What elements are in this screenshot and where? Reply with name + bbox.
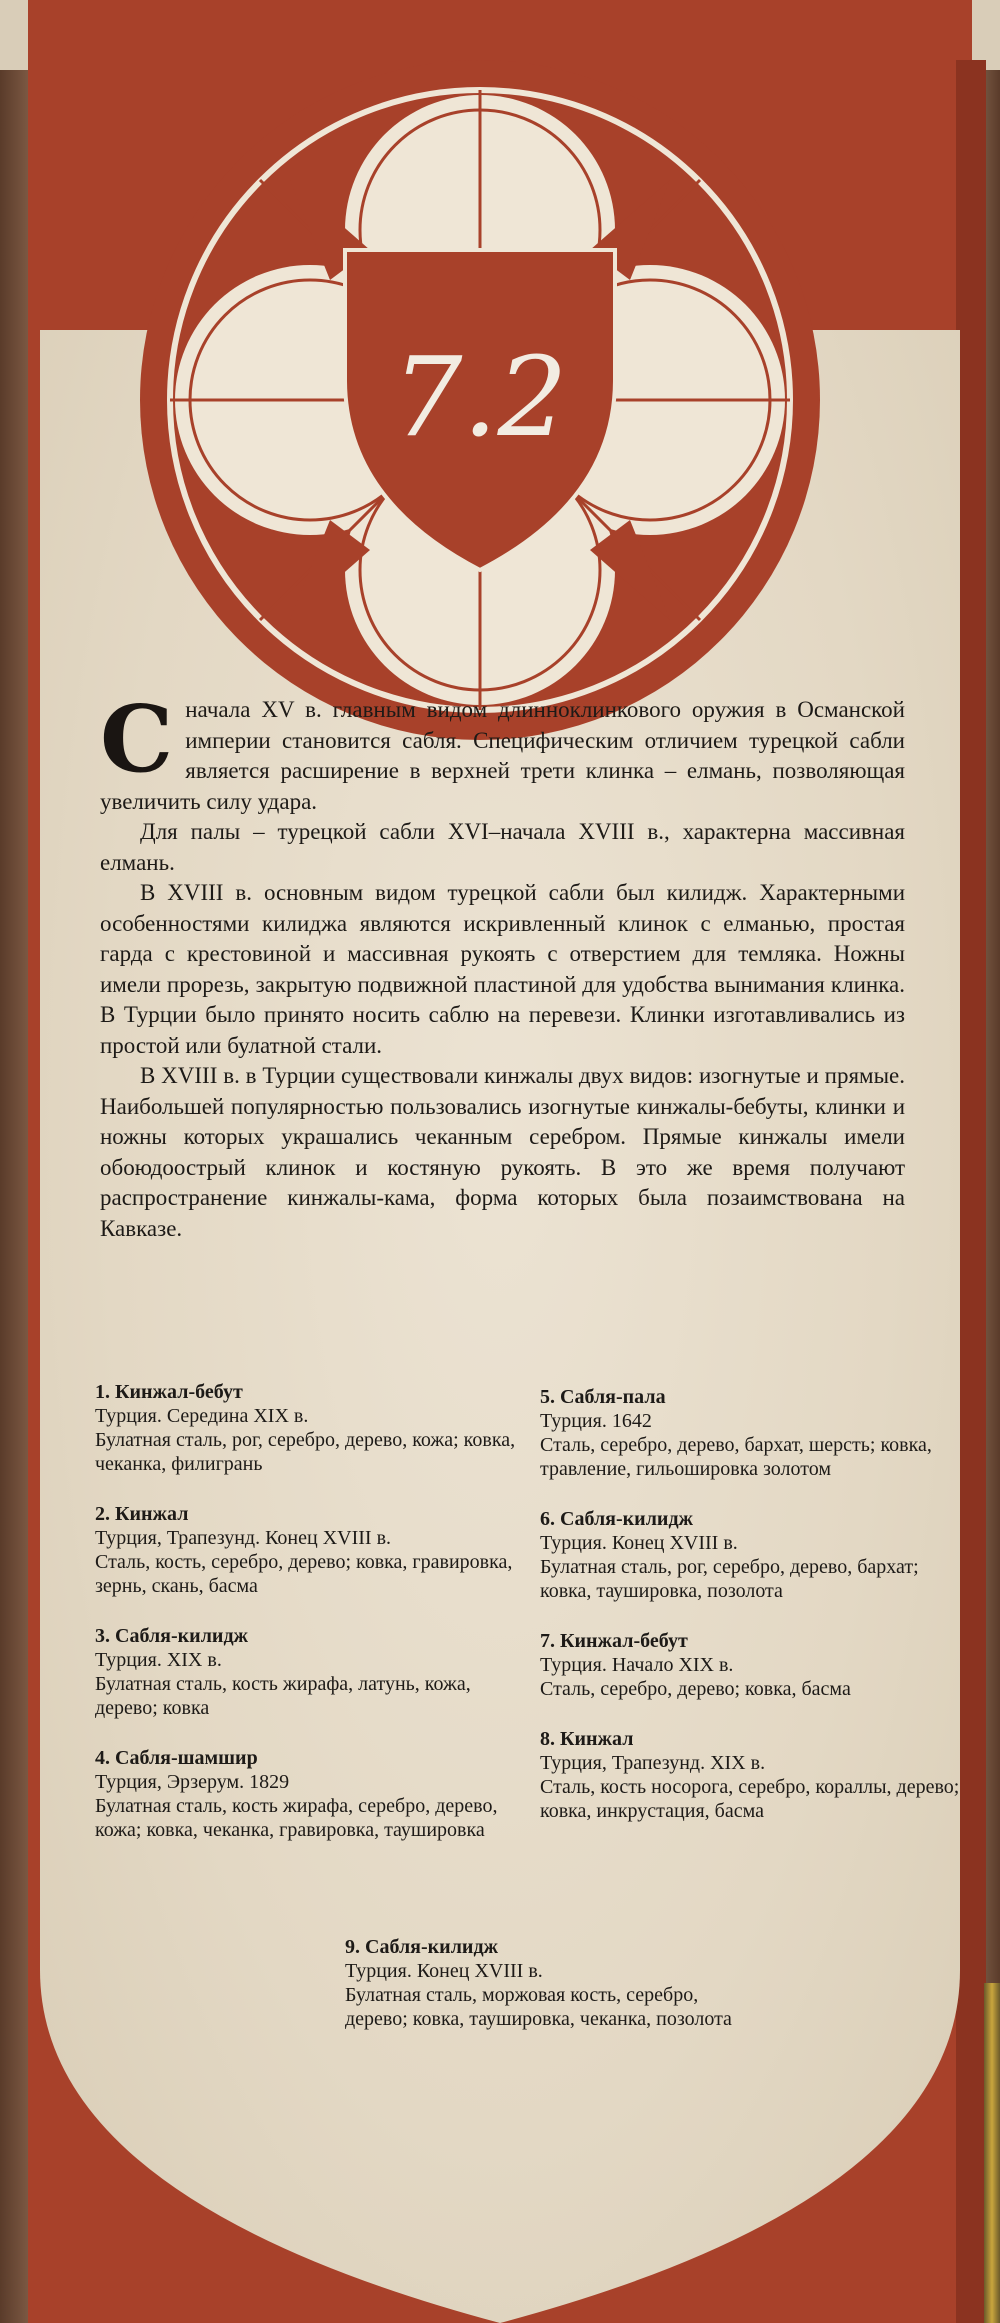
exhibit-item-9: 9. Сабля-килидж Турция. Конец XVIII в. Булатная сталь, моржовая кость, серебро, дерево; ковка, таушировка, чеканка, позолота <box>345 1936 732 2030</box>
intro-text <box>100 685 905 1244</box>
exhibit-item-4: 4. Сабля-шамшир Турция, Эрзерум. 1829 Булатная сталь, кость жирафа, серебро, дерево, кожа; ковка, чеканка, гравировка, таушировка <box>95 1747 498 1841</box>
intro-paragraph-4: В XVIII в. в Турции существовали кинжалы двух видов: изогнутые и прямые. Наибольшей популярностью пользовались изогнутые кинжалы-бебуты, клинки и ножны которых украшались чеканным серебром. Прямые кинжалы имели обоюдоострый клинок и костяную рукоять. В это же время получают распространение кинжалы-кама, форма которых была позаимствована на Кавказе. <box>100 1063 905 1241</box>
gothic-rosette-emblem <box>130 50 830 750</box>
exhibit-item-8: 8. Кинжал Турция, Трапезунд. XIX в. Сталь, кость носорога, серебро, кораллы, дерево; ковка, инкрустация, басма <box>540 1728 960 1822</box>
exhibit-list-bottom <box>345 1935 765 2057</box>
gold-rod <box>984 1983 1000 2323</box>
banner-fold <box>956 60 986 2323</box>
intro-paragraph-1: Сначала XV в. главным видом длинноклинкового оружия в Османской империи становится сабля. Специфическим отличием турецкой сабли является расширение в верхней трети клинка – елмань, позволяющая увеличить силу удара. <box>100 685 905 814</box>
exhibit-item-7: 7. Кинжал-бебут Турция. Начало XIX в. Сталь, серебро, дерево; ковка, басма <box>540 1630 851 1700</box>
exhibit-item-1: 1. Кинжал-бебут Турция. Середина XIX в. Булатная сталь, рог, серебро, дерево, кожа; ковка, чеканка, филигрань <box>95 1381 516 1475</box>
exhibit-item-5: 5. Сабля-пала Турция. 1642 Сталь, серебро, дерево, бархат, шерсть; ковка, травление, гильошировка золотом <box>540 1386 932 1480</box>
exhibit-list-right <box>540 1385 960 1849</box>
intro-paragraph-3: В XVIII в. основным видом турецкой сабли был килидж. Характерными особенностями килиджа являются искривленный клинок с елманью, простая гарда с крестовиной и массивная рукоять с отверстием для темляка. Ножны имели прорезь, закрытую подвижной пластиной для удобства вынимания клинка. В Турции было принято носить саблю на перевези. Клинки изготавливались из простой или булатной стали. <box>100 880 905 1058</box>
exhibit-list-left <box>95 1380 525 1868</box>
exhibit-item-3: 3. Сабля-килидж Турция. XIX в. Булатная сталь, кость жирафа, латунь, кожа, дерево; ковка <box>95 1625 471 1719</box>
drop-cap: С <box>100 685 174 793</box>
intro-paragraph-2: Для палы – турецкой сабли XVI–начала XVIII в., характерна массивная елмань. <box>100 819 905 875</box>
section-number: 7.2 <box>392 333 568 461</box>
exhibit-item-2: 2. Кинжал Турция, Трапезунд. Конец XVIII в. Сталь, кость, серебро, дерево; ковка, гравировка, зернь, скань, басма <box>95 1503 513 1597</box>
exhibit-item-6: 6. Сабля-килидж Турция. Конец XVIII в. Булатная сталь, рог, серебро, дерево, бархат; ковка, таушировка, позолота <box>540 1508 919 1602</box>
